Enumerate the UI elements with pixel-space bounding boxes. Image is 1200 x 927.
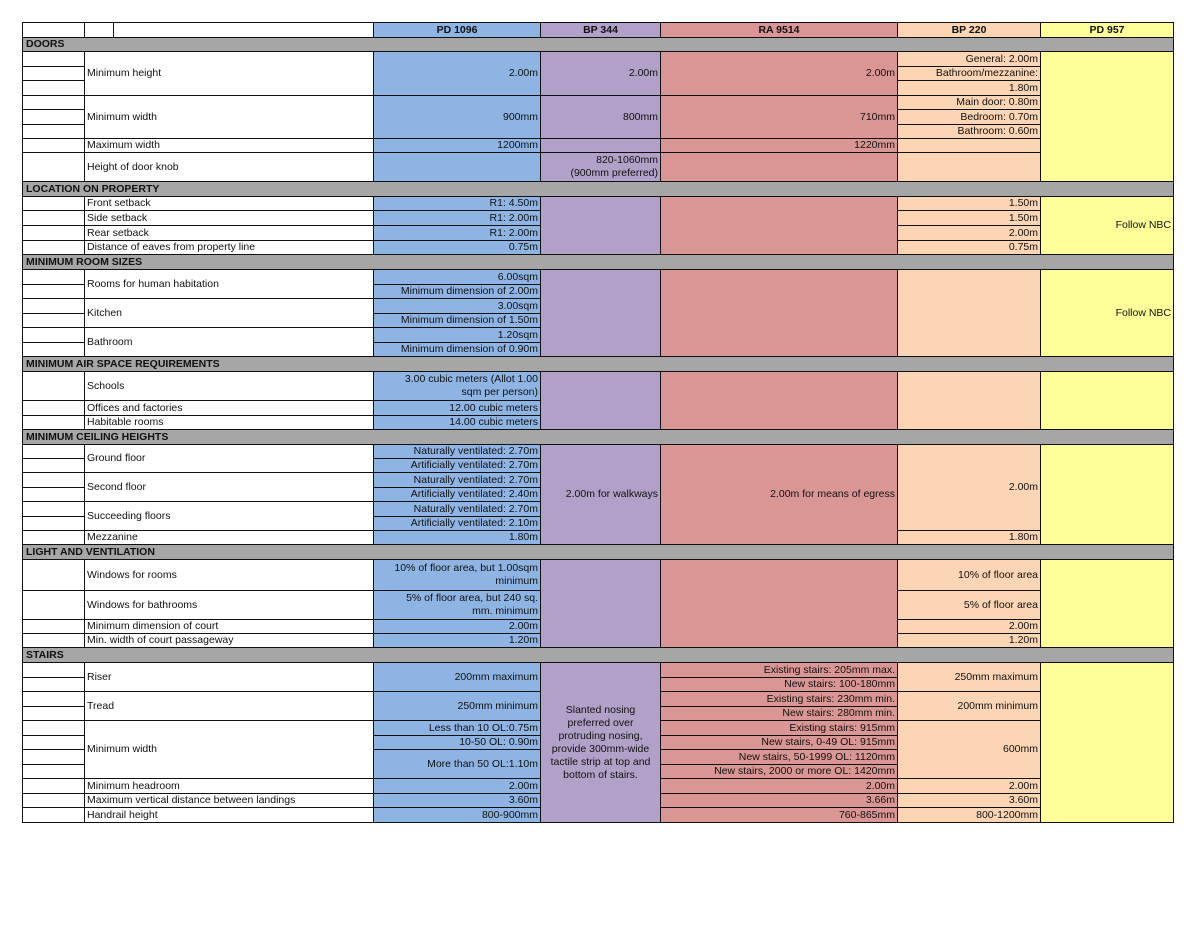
- row-label: Rear setback: [84, 225, 374, 241]
- row-label: Height of door knob: [84, 152, 374, 182]
- ra9514-cell: 1220mm: [660, 138, 898, 153]
- row-marker-cell: [22, 80, 85, 96]
- row-label: Bathroom: [84, 327, 374, 357]
- pd1096-cell: 2.00m: [373, 778, 541, 794]
- pd957-cell: Follow NBC: [1040, 196, 1174, 255]
- row-label: Minimum width: [84, 720, 374, 779]
- row-label: Front setback: [84, 196, 374, 211]
- row-label: Second floor: [84, 472, 374, 502]
- bp220-cell: 1.50m: [897, 210, 1041, 226]
- bp220-cell: 2.00m: [897, 225, 1041, 241]
- ra9514-cell: Existing stairs: 230mm min.: [660, 691, 898, 707]
- section-header: LOCATION ON PROPERTY: [22, 181, 1174, 197]
- pd1096-cell: 1.80m: [373, 530, 541, 545]
- column-header-ra9514: RA 9514: [660, 22, 898, 38]
- pd1096-cell: 3.60m: [373, 793, 541, 808]
- pd957-cell: [1040, 371, 1174, 430]
- row-label: Maximum vertical distance between landings: [84, 793, 374, 808]
- row-marker-cell: [22, 619, 85, 634]
- row-marker-cell: [22, 152, 85, 182]
- section-header: DOORS: [22, 37, 1174, 52]
- row-marker-cell: [22, 124, 85, 139]
- row-marker-cell: [22, 530, 85, 545]
- bp220-cell: Bathroom: 0.60m: [897, 124, 1041, 139]
- row-label: Ground floor: [84, 444, 374, 473]
- row-marker-cell: [22, 778, 85, 794]
- ra9514-cell: [660, 269, 898, 357]
- section-header: MINIMUM AIR SPACE REQUIREMENTS: [22, 356, 1174, 372]
- row-label: Succeeding floors: [84, 501, 374, 531]
- pd1096-cell: 12.00 cubic meters: [373, 400, 541, 416]
- bp220-cell: 10% of floor area: [897, 559, 1041, 591]
- ra9514-cell: New stairs, 2000 or more OL: 1420mm: [660, 764, 898, 779]
- ra9514-cell: 2.00m for means of egress: [660, 444, 898, 545]
- bp344-cell: [540, 559, 661, 648]
- ra9514-cell: Existing stairs: 915mm: [660, 720, 898, 736]
- column-header-bp344: BP 344: [540, 22, 661, 38]
- row-marker-cell: [22, 720, 85, 736]
- bp220-cell: Bathroom/mezzanine:: [897, 66, 1041, 81]
- bp220-cell: General: 2.00m: [897, 51, 1041, 67]
- pd957-cell: [1040, 559, 1174, 648]
- row-label: Maximum width: [84, 138, 374, 153]
- row-marker-cell: [22, 109, 85, 125]
- section-header: MINIMUM ROOM SIZES: [22, 254, 1174, 270]
- ra9514-cell: [660, 152, 898, 182]
- bp220-cell: 600mm: [897, 720, 1041, 779]
- bp220-cell: 5% of floor area: [897, 590, 1041, 620]
- bp220-cell: 2.00m: [897, 619, 1041, 634]
- pd1096-cell: R1: 2.00m: [373, 210, 541, 226]
- row-label: Minimum headroom: [84, 778, 374, 794]
- pd1096-cell: Minimum dimension of 2.00m: [373, 284, 541, 299]
- header-blank-cell: [22, 22, 85, 38]
- bp344-cell: 800mm: [540, 95, 661, 139]
- pd1096-cell: 250mm minimum: [373, 691, 541, 721]
- pd1096-cell: Artificially ventilated: 2.40m: [373, 487, 541, 502]
- bp344-cell: 820-1060mm (900mm preferred): [540, 152, 661, 182]
- pd1096-cell: 5% of floor area, but 240 sq. mm. minimum: [373, 590, 541, 620]
- bp220-cell: 2.00m: [897, 444, 1041, 531]
- ra9514-cell: [660, 196, 898, 255]
- row-marker-cell: [22, 444, 85, 459]
- row-marker-cell: [22, 225, 85, 241]
- ra9514-cell: [660, 371, 898, 430]
- row-marker-cell: [22, 662, 85, 678]
- row-label: Windows for bathrooms: [84, 590, 374, 620]
- row-marker-cell: [22, 516, 85, 531]
- row-marker-cell: [22, 633, 85, 648]
- pd1096-cell: 6.00sqm: [373, 269, 541, 285]
- bp220-cell: [897, 371, 1041, 430]
- pd1096-cell: [373, 152, 541, 182]
- bp220-cell: Main door: 0.80m: [897, 95, 1041, 110]
- row-marker-cell: [22, 487, 85, 502]
- pd957-cell: Follow NBC: [1040, 269, 1174, 357]
- pd1096-cell: 10-50 OL: 0.90m: [373, 735, 541, 750]
- row-label: Minimum dimension of court: [84, 619, 374, 634]
- ra9514-cell: New stairs: 280mm min.: [660, 706, 898, 721]
- pd1096-cell: 10% of floor area, but 1.00sqm minimum: [373, 559, 541, 591]
- ra9514-cell: New stairs, 50-1999 OL: 1120mm: [660, 749, 898, 765]
- row-label: Riser: [84, 662, 374, 692]
- column-header-pd957: PD 957: [1040, 22, 1174, 38]
- row-label: Minimum width: [84, 95, 374, 139]
- section-header: LIGHT AND VENTILATION: [22, 544, 1174, 560]
- row-marker-cell: [22, 793, 85, 808]
- row-marker-cell: [22, 371, 85, 401]
- pd1096-cell: Minimum dimension of 1.50m: [373, 313, 541, 328]
- pd957-cell: [1040, 51, 1174, 182]
- ra9514-cell: Existing stairs: 205mm max.: [660, 662, 898, 678]
- bp220-cell: 250mm maximum: [897, 662, 1041, 692]
- column-header-pd1096: PD 1096: [373, 22, 541, 38]
- row-marker-cell: [22, 51, 85, 67]
- header-blank-cell: [84, 22, 114, 38]
- pd1096-cell: Less than 10 OL:0.75m: [373, 720, 541, 736]
- row-marker-cell: [22, 458, 85, 473]
- bp344-cell: [540, 371, 661, 430]
- row-label: Minimum height: [84, 51, 374, 96]
- bp220-cell: 2.00m: [897, 778, 1041, 794]
- pd1096-cell: 1200mm: [373, 138, 541, 153]
- ra9514-cell: 710mm: [660, 95, 898, 139]
- row-label: Distance of eaves from property line: [84, 240, 374, 255]
- row-marker-cell: [22, 327, 85, 343]
- pd1096-cell: 0.75m: [373, 240, 541, 255]
- row-marker-cell: [22, 240, 85, 255]
- row-marker-cell: [22, 590, 85, 620]
- row-marker-cell: [22, 284, 85, 299]
- pd1096-cell: 2.00m: [373, 51, 541, 96]
- bp344-cell: 2.00m: [540, 51, 661, 96]
- row-marker-cell: [22, 706, 85, 721]
- column-header-bp220: BP 220: [897, 22, 1041, 38]
- pd1096-cell: More than 50 OL:1.10m: [373, 749, 541, 779]
- bp220-cell: [897, 152, 1041, 182]
- bp344-cell: [540, 196, 661, 255]
- row-label: Handrail height: [84, 807, 374, 823]
- pd1096-cell: Minimum dimension of 0.90m: [373, 342, 541, 357]
- pd1096-cell: 3.00 cubic meters (Allot 1.00 sqm per person): [373, 371, 541, 401]
- row-label: Side setback: [84, 210, 374, 226]
- row-marker-cell: [22, 313, 85, 328]
- row-label: Windows for rooms: [84, 559, 374, 591]
- bp220-cell: Bedroom: 0.70m: [897, 109, 1041, 125]
- pd1096-cell: 2.00m: [373, 619, 541, 634]
- pd1096-cell: 900mm: [373, 95, 541, 139]
- bp220-cell: 1.20m: [897, 633, 1041, 648]
- bp344-cell: Slanted nosing preferred over protruding nosing, provide 300mm-wide tactile strip at top and bottom of stairs.: [540, 662, 661, 823]
- row-marker-cell: [22, 691, 85, 707]
- row-marker-cell: [22, 764, 85, 779]
- bp220-cell: 1.50m: [897, 196, 1041, 211]
- pd1096-cell: 14.00 cubic meters: [373, 415, 541, 430]
- row-label: Habitable rooms: [84, 415, 374, 430]
- row-label: Kitchen: [84, 298, 374, 328]
- bp344-cell: [540, 269, 661, 357]
- pd1096-cell: R1: 4.50m: [373, 196, 541, 211]
- ra9514-cell: 3.66m: [660, 793, 898, 808]
- row-marker-cell: [22, 342, 85, 357]
- row-marker-cell: [22, 196, 85, 211]
- pd1096-cell: Naturally ventilated: 2.70m: [373, 444, 541, 459]
- bp220-cell: 200mm minimum: [897, 691, 1041, 721]
- ra9514-cell: [660, 559, 898, 648]
- pd1096-cell: 1.20sqm: [373, 327, 541, 343]
- ra9514-cell: New stairs: 100-180mm: [660, 677, 898, 692]
- pd1096-cell: R1: 2.00m: [373, 225, 541, 241]
- row-marker-cell: [22, 559, 85, 591]
- row-marker-cell: [22, 210, 85, 226]
- ra9514-cell: 2.00m: [660, 778, 898, 794]
- ra9514-cell: 2.00m: [660, 51, 898, 96]
- row-label: Tread: [84, 691, 374, 721]
- row-label: Offices and factories: [84, 400, 374, 416]
- row-marker-cell: [22, 415, 85, 430]
- pd1096-cell: 800-900mm: [373, 807, 541, 823]
- bp220-cell: 1.80m: [897, 80, 1041, 96]
- pd957-cell: [1040, 444, 1174, 545]
- row-label: Min. width of court passageway: [84, 633, 374, 648]
- header-blank-cell: [113, 22, 374, 38]
- row-marker-cell: [22, 95, 85, 110]
- section-header: STAIRS: [22, 647, 1174, 663]
- bp344-cell: 2.00m for walkways: [540, 444, 661, 545]
- row-label: Rooms for human habitation: [84, 269, 374, 299]
- row-marker-cell: [22, 138, 85, 153]
- bp220-cell: 3.60m: [897, 793, 1041, 808]
- pd1096-cell: Artificially ventilated: 2.70m: [373, 458, 541, 473]
- row-marker-cell: [22, 66, 85, 81]
- bp220-cell: 0.75m: [897, 240, 1041, 255]
- row-label: Schools: [84, 371, 374, 401]
- pd1096-cell: 1.20m: [373, 633, 541, 648]
- pd1096-cell: Naturally ventilated: 2.70m: [373, 472, 541, 488]
- row-marker-cell: [22, 269, 85, 285]
- row-marker-cell: [22, 298, 85, 314]
- pd1096-cell: 200mm maximum: [373, 662, 541, 692]
- row-marker-cell: [22, 749, 85, 765]
- row-marker-cell: [22, 677, 85, 692]
- bp220-cell: [897, 138, 1041, 153]
- row-label: Mezzanine: [84, 530, 374, 545]
- pd1096-cell: Naturally ventilated: 2.70m: [373, 501, 541, 517]
- bp220-cell: 1.80m: [897, 530, 1041, 545]
- section-header: MINIMUM CEILING HEIGHTS: [22, 429, 1174, 445]
- pd1096-cell: 3.00sqm: [373, 298, 541, 314]
- row-marker-cell: [22, 735, 85, 750]
- pd1096-cell: Artificially ventilated: 2.10m: [373, 516, 541, 531]
- ra9514-cell: 760-865mm: [660, 807, 898, 823]
- row-marker-cell: [22, 472, 85, 488]
- bp220-cell: [897, 269, 1041, 357]
- row-marker-cell: [22, 400, 85, 416]
- row-marker-cell: [22, 501, 85, 517]
- pd957-cell: [1040, 662, 1174, 823]
- ra9514-cell: New stairs, 0-49 OL: 915mm: [660, 735, 898, 750]
- bp344-cell: [540, 138, 661, 153]
- row-marker-cell: [22, 807, 85, 823]
- bp220-cell: 800-1200mm: [897, 807, 1041, 823]
